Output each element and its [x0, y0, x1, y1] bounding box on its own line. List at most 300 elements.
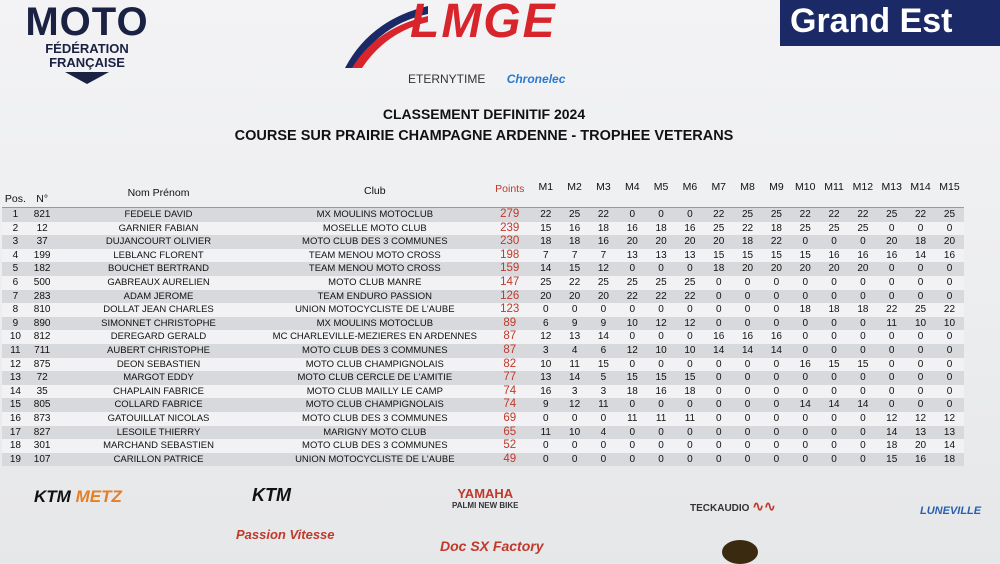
- name-cell: CARILLON PATRICE: [56, 453, 262, 467]
- table-row: [2, 358, 964, 372]
- round-points-cell: 0: [618, 453, 647, 467]
- round-points-cell: 0: [618, 303, 647, 317]
- round-points-cell: 14: [877, 426, 906, 440]
- round-points-cell: 16: [676, 222, 705, 236]
- round-points-cell: 13: [618, 249, 647, 263]
- pos-cell: 11: [2, 344, 29, 358]
- round-points-cell: 0: [762, 371, 791, 385]
- round-points-cell: 15: [877, 453, 906, 467]
- col-header-num: N°: [29, 153, 56, 208]
- round-points-cell: 0: [820, 371, 849, 385]
- num-cell: 301: [29, 439, 56, 453]
- round-points-cell: 0: [647, 398, 676, 412]
- pos-cell: 17: [2, 426, 29, 440]
- round-points-cell: 22: [618, 290, 647, 304]
- round-points-cell: 0: [791, 276, 820, 290]
- table-row: [2, 276, 964, 290]
- round-points-cell: 0: [848, 344, 877, 358]
- results-body: [2, 208, 964, 467]
- round-points-cell: 0: [906, 371, 935, 385]
- round-points-cell: 0: [791, 439, 820, 453]
- round-points-cell: 0: [906, 290, 935, 304]
- round-points-cell: 25: [848, 222, 877, 236]
- club-cell: UNION MOTOCYCLISTE DE L'AUBE: [262, 303, 489, 317]
- round-points-cell: 0: [618, 208, 647, 222]
- round-points-cell: 0: [704, 276, 733, 290]
- name-cell: GATOUILLAT NICOLAS: [56, 412, 262, 426]
- table-header-row: [2, 153, 964, 208]
- round-points-cell: 20: [676, 235, 705, 249]
- round-points-cell: 16: [531, 385, 560, 399]
- col-header-round: M8: [733, 153, 762, 208]
- round-points-cell: 4: [560, 344, 589, 358]
- round-points-cell: 25: [906, 303, 935, 317]
- round-points-cell: 0: [676, 426, 705, 440]
- round-points-cell: 0: [560, 303, 589, 317]
- club-cell: MOTO CLUB DES 3 COMMUNES: [262, 439, 489, 453]
- round-points-cell: 13: [935, 426, 964, 440]
- round-points-cell: 14: [589, 330, 618, 344]
- table-row: [2, 398, 964, 412]
- round-points-cell: 22: [676, 290, 705, 304]
- points-cell: 126: [488, 290, 531, 304]
- round-points-cell: 15: [791, 249, 820, 263]
- pos-cell: 12: [2, 358, 29, 372]
- round-points-cell: 0: [647, 453, 676, 467]
- round-points-cell: 16: [762, 330, 791, 344]
- round-points-cell: 25: [791, 222, 820, 236]
- table-row: [2, 249, 964, 263]
- round-points-cell: 0: [848, 276, 877, 290]
- round-points-cell: 10: [560, 426, 589, 440]
- club-cell: MOTO CLUB CHAMPIGNOLAIS: [262, 398, 489, 412]
- round-points-cell: 18: [935, 453, 964, 467]
- timing-partners: [408, 72, 565, 86]
- num-cell: 827: [29, 426, 56, 440]
- name-cell: BOUCHET BERTRAND: [56, 262, 262, 276]
- round-points-cell: 25: [733, 208, 762, 222]
- round-points-cell: 15: [560, 262, 589, 276]
- round-points-cell: 14: [906, 249, 935, 263]
- pos-cell: 2: [2, 222, 29, 236]
- round-points-cell: 0: [762, 412, 791, 426]
- ffm-logo-sub2: FRANÇAISE: [49, 55, 125, 70]
- num-cell: 810: [29, 303, 56, 317]
- pos-cell: 13: [2, 371, 29, 385]
- round-points-cell: 0: [877, 290, 906, 304]
- round-points-cell: 0: [704, 358, 733, 372]
- round-points-cell: 18: [560, 235, 589, 249]
- col-header-round: M2: [560, 153, 589, 208]
- round-points-cell: 15: [820, 358, 849, 372]
- round-points-cell: 0: [877, 330, 906, 344]
- points-cell: 65: [488, 426, 531, 440]
- round-points-cell: 0: [791, 344, 820, 358]
- round-points-cell: 0: [820, 276, 849, 290]
- round-points-cell: 0: [647, 303, 676, 317]
- name-cell: SIMONNET CHRISTOPHE: [56, 317, 262, 331]
- points-cell: 89: [488, 317, 531, 331]
- col-header-round: M10: [791, 153, 820, 208]
- ktm-metz-a: KTM: [34, 487, 71, 506]
- points-cell: 82: [488, 358, 531, 372]
- round-points-cell: 0: [531, 412, 560, 426]
- round-points-cell: 0: [618, 262, 647, 276]
- round-points-cell: 7: [531, 249, 560, 263]
- num-cell: 182: [29, 262, 56, 276]
- col-header-name: Nom Prénom: [56, 153, 262, 208]
- round-points-cell: 20: [791, 262, 820, 276]
- round-points-cell: 18: [618, 385, 647, 399]
- name-cell: GABREAUX AURELIEN: [56, 276, 262, 290]
- round-points-cell: 16: [589, 235, 618, 249]
- round-points-cell: 0: [820, 290, 849, 304]
- round-points-cell: 16: [618, 222, 647, 236]
- col-header-round: M11: [820, 153, 849, 208]
- name-cell: GARNIER FABIAN: [56, 222, 262, 236]
- round-points-cell: 0: [762, 385, 791, 399]
- round-points-cell: 0: [877, 398, 906, 412]
- round-points-cell: 0: [906, 385, 935, 399]
- round-points-cell: 11: [676, 412, 705, 426]
- num-cell: 283: [29, 290, 56, 304]
- round-points-cell: 15: [676, 371, 705, 385]
- round-points-cell: 0: [733, 371, 762, 385]
- points-cell: 279: [488, 208, 531, 222]
- pos-cell: 18: [2, 439, 29, 453]
- round-points-cell: 0: [848, 426, 877, 440]
- points-cell: 52: [488, 439, 531, 453]
- round-points-cell: 12: [935, 412, 964, 426]
- round-points-cell: 22: [820, 208, 849, 222]
- col-header-round: M6: [676, 153, 705, 208]
- round-points-cell: 25: [589, 276, 618, 290]
- points-cell: 123: [488, 303, 531, 317]
- round-points-cell: 0: [791, 371, 820, 385]
- round-points-cell: 0: [906, 344, 935, 358]
- round-points-cell: 13: [531, 371, 560, 385]
- club-cell: MOTO CLUB CERCLE DE L'AMITIE: [262, 371, 489, 385]
- round-points-cell: 0: [733, 358, 762, 372]
- round-points-cell: 22: [791, 208, 820, 222]
- round-points-cell: 0: [906, 330, 935, 344]
- num-cell: 199: [29, 249, 56, 263]
- round-points-cell: 0: [733, 276, 762, 290]
- num-cell: 890: [29, 317, 56, 331]
- round-points-cell: 0: [676, 330, 705, 344]
- round-points-cell: 0: [935, 262, 964, 276]
- num-cell: 35: [29, 385, 56, 399]
- round-points-cell: 12: [560, 398, 589, 412]
- round-points-cell: 0: [733, 385, 762, 399]
- col-header-points: Points: [488, 153, 531, 208]
- points-cell: 74: [488, 398, 531, 412]
- page-subtitle: COURSE SUR PRAIRIE CHAMPAGNE ARDENNE - TROPHEE VETERANS: [234, 128, 734, 144]
- round-points-cell: 13: [647, 249, 676, 263]
- round-points-cell: 0: [531, 303, 560, 317]
- table-row: [2, 453, 964, 467]
- club-cell: MOTO CLUB MANRE: [262, 276, 489, 290]
- round-points-cell: 25: [820, 222, 849, 236]
- round-points-cell: 10: [676, 344, 705, 358]
- round-points-cell: 0: [733, 426, 762, 440]
- name-cell: DEON SEBASTIEN: [56, 358, 262, 372]
- round-points-cell: 0: [762, 276, 791, 290]
- yamaha-text: YAMAHA: [457, 486, 514, 501]
- round-points-cell: 16: [560, 222, 589, 236]
- round-points-cell: 0: [791, 426, 820, 440]
- points-cell: 239: [488, 222, 531, 236]
- club-cell: MARIGNY MOTO CLUB: [262, 426, 489, 440]
- name-cell: AUBERT CHRISTOPHE: [56, 344, 262, 358]
- points-cell: 198: [488, 249, 531, 263]
- grand-est-logo: Grand Est: [780, 0, 1000, 46]
- round-points-cell: 0: [848, 412, 877, 426]
- round-points-cell: 0: [762, 439, 791, 453]
- doc-sx-factory-logo: Doc SX Factory: [440, 538, 544, 554]
- round-points-cell: 0: [935, 344, 964, 358]
- lmge-logo-text: LMGE: [410, 0, 557, 48]
- table-row: [2, 208, 964, 222]
- col-header-pos: Pos.: [2, 153, 29, 208]
- round-points-cell: 0: [791, 453, 820, 467]
- round-points-cell: 10: [531, 358, 560, 372]
- round-points-cell: 0: [676, 303, 705, 317]
- table-row: [2, 344, 964, 358]
- page-title: CLASSEMENT DEFINITIF 2024: [382, 106, 586, 122]
- table-row: [2, 426, 964, 440]
- pos-cell: 19: [2, 453, 29, 467]
- round-points-cell: 15: [589, 358, 618, 372]
- round-points-cell: 0: [762, 317, 791, 331]
- round-points-cell: 11: [531, 426, 560, 440]
- round-points-cell: 20: [560, 290, 589, 304]
- round-points-cell: 0: [906, 358, 935, 372]
- pos-cell: 5: [2, 262, 29, 276]
- round-points-cell: 10: [647, 344, 676, 358]
- round-points-cell: 0: [935, 276, 964, 290]
- round-points-cell: 0: [704, 439, 733, 453]
- name-cell: DEREGARD GERALD: [56, 330, 262, 344]
- round-points-cell: 25: [647, 276, 676, 290]
- table-row: [2, 222, 964, 236]
- round-points-cell: 22: [877, 303, 906, 317]
- round-points-cell: 0: [791, 330, 820, 344]
- club-cell: TEAM MENOU MOTO CROSS: [262, 249, 489, 263]
- round-points-cell: 18: [762, 222, 791, 236]
- round-points-cell: 20: [906, 439, 935, 453]
- round-points-cell: 0: [589, 412, 618, 426]
- round-points-cell: 14: [791, 398, 820, 412]
- name-cell: ADAM JEROME: [56, 290, 262, 304]
- round-points-cell: 14: [560, 371, 589, 385]
- round-points-cell: 22: [733, 222, 762, 236]
- club-cell: MC CHARLEVILLE-MEZIERES EN ARDENNES: [262, 330, 489, 344]
- round-points-cell: 0: [733, 290, 762, 304]
- round-points-cell: 16: [820, 249, 849, 263]
- round-points-cell: 20: [935, 235, 964, 249]
- round-points-cell: 11: [618, 412, 647, 426]
- club-cell: TEAM ENDURO PASSION: [262, 290, 489, 304]
- name-cell: DOLLAT JEAN CHARLES: [56, 303, 262, 317]
- col-header-round: M4: [618, 153, 647, 208]
- club-cell: MOTO CLUB CHAMPIGNOLAIS: [262, 358, 489, 372]
- round-points-cell: 22: [647, 290, 676, 304]
- round-points-cell: 0: [762, 303, 791, 317]
- round-points-cell: 0: [791, 412, 820, 426]
- round-points-cell: 22: [704, 208, 733, 222]
- round-points-cell: 0: [733, 303, 762, 317]
- round-points-cell: 0: [704, 371, 733, 385]
- round-points-cell: 0: [820, 235, 849, 249]
- round-points-cell: 0: [935, 398, 964, 412]
- col-header-club: Club: [262, 153, 489, 208]
- ffm-logo-text: MOTO: [25, 0, 149, 44]
- round-points-cell: 0: [762, 358, 791, 372]
- round-points-cell: 0: [733, 398, 762, 412]
- points-cell: 77: [488, 371, 531, 385]
- round-points-cell: 0: [848, 330, 877, 344]
- round-points-cell: 0: [676, 398, 705, 412]
- round-points-cell: 20: [531, 290, 560, 304]
- round-points-cell: 0: [791, 235, 820, 249]
- round-points-cell: 16: [906, 453, 935, 467]
- luneville-logo: LUNEVILLE: [920, 505, 982, 517]
- round-points-cell: 15: [762, 249, 791, 263]
- round-points-cell: 0: [704, 303, 733, 317]
- round-points-cell: 0: [877, 262, 906, 276]
- round-points-cell: 25: [618, 276, 647, 290]
- round-points-cell: 0: [676, 358, 705, 372]
- round-points-cell: 0: [647, 426, 676, 440]
- round-points-cell: 15: [733, 249, 762, 263]
- col-header-round: M12: [848, 153, 877, 208]
- round-points-cell: 0: [618, 426, 647, 440]
- round-points-cell: 0: [935, 385, 964, 399]
- lmge-logo: [340, 0, 620, 70]
- round-points-cell: 0: [733, 412, 762, 426]
- round-points-cell: 11: [589, 398, 618, 412]
- ktm-metz-b: METZ: [75, 487, 122, 506]
- round-points-cell: 0: [935, 358, 964, 372]
- round-points-cell: 0: [877, 371, 906, 385]
- round-points-cell: 0: [704, 317, 733, 331]
- round-points-cell: 18: [676, 385, 705, 399]
- round-points-cell: 0: [733, 439, 762, 453]
- round-points-cell: 0: [906, 276, 935, 290]
- round-points-cell: 6: [589, 344, 618, 358]
- round-points-cell: 6: [531, 317, 560, 331]
- results-table: [2, 153, 964, 466]
- chronelec-logo: Chronelec: [506, 72, 566, 86]
- round-points-cell: 0: [618, 398, 647, 412]
- club-cell: MOSELLE MOTO CLUB: [262, 222, 489, 236]
- round-points-cell: 25: [560, 208, 589, 222]
- num-cell: 812: [29, 330, 56, 344]
- round-points-cell: 0: [820, 412, 849, 426]
- num-cell: 72: [29, 371, 56, 385]
- round-points-cell: 15: [647, 371, 676, 385]
- round-points-cell: 9: [589, 317, 618, 331]
- pos-cell: 4: [2, 249, 29, 263]
- round-points-cell: 12: [589, 262, 618, 276]
- round-points-cell: 10: [618, 317, 647, 331]
- pos-cell: 6: [2, 276, 29, 290]
- club-cell: MOTO CLUB DES 3 COMMUNES: [262, 344, 489, 358]
- round-points-cell: 0: [762, 453, 791, 467]
- table-row: [2, 371, 964, 385]
- num-cell: 875: [29, 358, 56, 372]
- table-row: [2, 330, 964, 344]
- round-points-cell: 16: [647, 385, 676, 399]
- num-cell: 805: [29, 398, 56, 412]
- round-points-cell: 0: [531, 439, 560, 453]
- round-points-cell: 22: [848, 208, 877, 222]
- round-points-cell: 0: [733, 317, 762, 331]
- passion-vitesse-logo: Passion Vitesse: [236, 527, 335, 542]
- pos-cell: 15: [2, 398, 29, 412]
- num-cell: 821: [29, 208, 56, 222]
- round-points-cell: 12: [906, 412, 935, 426]
- name-cell: LEBLANC FLORENT: [56, 249, 262, 263]
- round-points-cell: 0: [589, 303, 618, 317]
- round-points-cell: 0: [791, 385, 820, 399]
- num-cell: 107: [29, 453, 56, 467]
- round-points-cell: 18: [877, 439, 906, 453]
- round-points-cell: 12: [676, 317, 705, 331]
- round-points-cell: 0: [820, 426, 849, 440]
- round-points-cell: 25: [704, 222, 733, 236]
- round-points-cell: 0: [877, 222, 906, 236]
- round-points-cell: 15: [704, 249, 733, 263]
- points-cell: 87: [488, 330, 531, 344]
- table-row: [2, 317, 964, 331]
- points-cell: 230: [488, 235, 531, 249]
- round-points-cell: 5: [589, 371, 618, 385]
- round-points-cell: 16: [791, 358, 820, 372]
- round-points-cell: 16: [704, 330, 733, 344]
- round-points-cell: 0: [848, 371, 877, 385]
- round-points-cell: 10: [906, 317, 935, 331]
- pos-cell: 7: [2, 290, 29, 304]
- round-points-cell: 0: [848, 290, 877, 304]
- num-cell: 500: [29, 276, 56, 290]
- pos-cell: 3: [2, 235, 29, 249]
- round-points-cell: 22: [589, 208, 618, 222]
- round-points-cell: 13: [906, 426, 935, 440]
- round-points-cell: 0: [820, 439, 849, 453]
- col-header-round: M7: [704, 153, 733, 208]
- round-points-cell: 20: [589, 290, 618, 304]
- round-points-cell: 12: [618, 344, 647, 358]
- round-points-cell: 0: [618, 439, 647, 453]
- round-points-cell: 9: [531, 398, 560, 412]
- round-points-cell: 25: [762, 208, 791, 222]
- round-points-cell: 0: [704, 453, 733, 467]
- round-points-cell: 20: [733, 262, 762, 276]
- round-points-cell: 18: [531, 235, 560, 249]
- points-cell: 87: [488, 344, 531, 358]
- round-points-cell: 20: [704, 235, 733, 249]
- round-points-cell: 0: [647, 439, 676, 453]
- pos-cell: 14: [2, 385, 29, 399]
- num-cell: 37: [29, 235, 56, 249]
- round-points-cell: 0: [589, 453, 618, 467]
- round-points-cell: 11: [647, 412, 676, 426]
- pos-cell: 9: [2, 317, 29, 331]
- round-points-cell: 14: [935, 439, 964, 453]
- round-points-cell: 25: [676, 276, 705, 290]
